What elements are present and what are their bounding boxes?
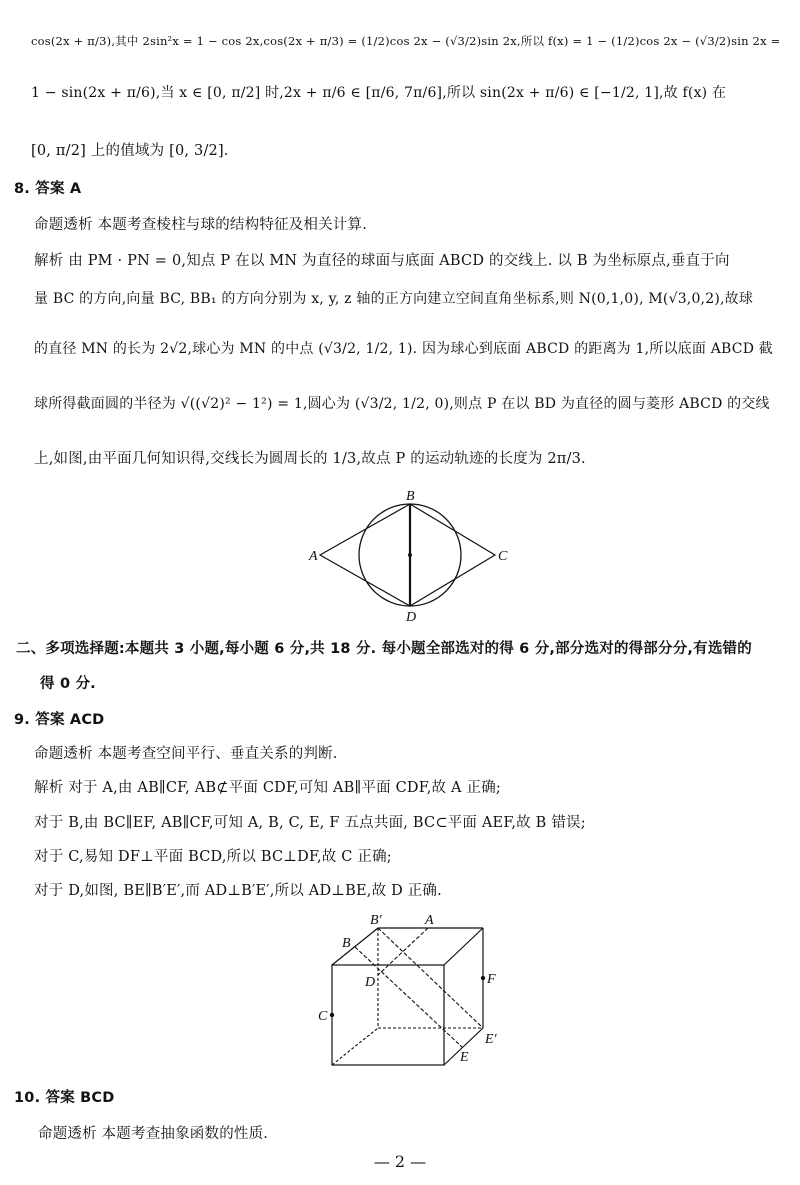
cube-figure	[310, 910, 510, 1070]
cube-hidden-edge	[332, 1028, 378, 1065]
cube-edge	[332, 928, 378, 965]
label-c: C	[318, 1009, 328, 1024]
text-line: 1 − sin(2x + π/6),当 x ∈ [0, π/2] 时,2x + π/6 ∈ [π/6, 7π/6],所以 sin(2x + π/6) ∈ [−1/2, 1],故 f(x) 在	[31, 85, 727, 101]
segment-b-e	[355, 947, 462, 1047]
text-line: 上,如图,由平面几何知识得,交线长为圆周长的 1/3,故点 P 的运动轨迹的长度为 2π/3.	[34, 451, 586, 467]
text-line: 的直径 MN 的长为 2√2,球心为 MN 的中点 (√3/2, 1/2, 1). 因为球心到底面 ABCD 的距离为 1,所以底面 ABCD 截	[34, 341, 773, 357]
label-d: D	[365, 975, 376, 990]
label-a: A	[425, 913, 434, 928]
label-b: B	[342, 936, 351, 951]
text-line: 对于 B,由 BC∥EF, AB∥CF,可知 A, B, C, E, F 五点共面, BC⊂平面 AEF,故 B 错误;	[34, 815, 586, 831]
section-heading-cont: 得 0 分.	[40, 676, 96, 692]
text-line: 对于 D,如图, BE∥B′E′,而 AD⊥B′E′,所以 AD⊥BE,故 D 正确.	[34, 883, 442, 899]
q10-answer-header: 10. 答案 BCD	[14, 1090, 115, 1106]
label-b: B	[406, 489, 415, 504]
page-number: — 2 —	[373, 1152, 427, 1171]
circle-rhombus-figure	[300, 485, 520, 625]
text-line: 量 BC 的方向,向量 BC, BB₁ 的方向分别为 x, y, z 轴的正方向建立空间直角坐标系,则 N(0,1,0), M(√3,0,2),故球	[34, 291, 754, 307]
q9-analysis: 命题透析 本题考查空间平行、垂直关系的判断.	[34, 746, 338, 762]
segment-a-d	[378, 928, 428, 975]
text-line: 球所得截面圆的半径为 √((√2)² − 1²) = 1,圆心为 (√3/2, 1/2, 0),则点 P 在以 BD 为直径的圆与菱形 ABCD 的交线	[34, 396, 770, 412]
label-b-prime: B′	[370, 913, 382, 928]
text-line: 对于 C,易知 DF⊥平面 BCD,所以 BC⊥DF,故 C 正确;	[34, 849, 392, 865]
q8-answer-header: 8. 答案 A	[14, 181, 82, 197]
label-e: E	[460, 1050, 469, 1065]
label-c: C	[498, 549, 508, 564]
label-d: D	[406, 610, 417, 625]
rhombus-shape	[320, 504, 495, 606]
q9-answer-header: 9. 答案 ACD	[14, 712, 105, 728]
text-line: cos(2x + π/3),其中 2sin²x = 1 − cos 2x,cos(2x + π/3) = (1/2)cos 2x − (√3/2)sin 2x,所以 f(x) = 1 − (1/2)cos 2x − (√3/2)sin 2x =	[31, 34, 781, 48]
cube-edge	[444, 928, 483, 965]
label-e-prime: E′	[485, 1032, 497, 1047]
center-point	[408, 553, 412, 557]
point-f	[481, 976, 485, 980]
text-line: 解析 对于 A,由 AB∥CF, AB⊄平面 CDF,可知 AB∥平面 CDF,故 A 正确;	[34, 780, 502, 796]
label-a: A	[309, 549, 318, 564]
label-f: F	[487, 972, 496, 987]
text-line: 解析 由 PM · PN = 0,知点 P 在以 MN 为直径的球面与底面 ABCD 的交线上. 以 B 为坐标原点,垂直于向	[34, 253, 730, 269]
point-c	[330, 1013, 334, 1017]
q8-analysis: 命题透析 本题考查棱柱与球的结构特征及相关计算.	[34, 217, 368, 233]
q10-analysis: 命题透析 本题考查抽象函数的性质.	[38, 1126, 269, 1142]
text-line: [0, π/2] 上的值域为 [0, 3/2].	[31, 143, 229, 159]
section-heading: 二、多项选择题:本题共 3 小题,每小题 6 分,共 18 分. 每小题全部选对的得 6 分,部分选对的得部分分,有选错的	[16, 641, 752, 657]
